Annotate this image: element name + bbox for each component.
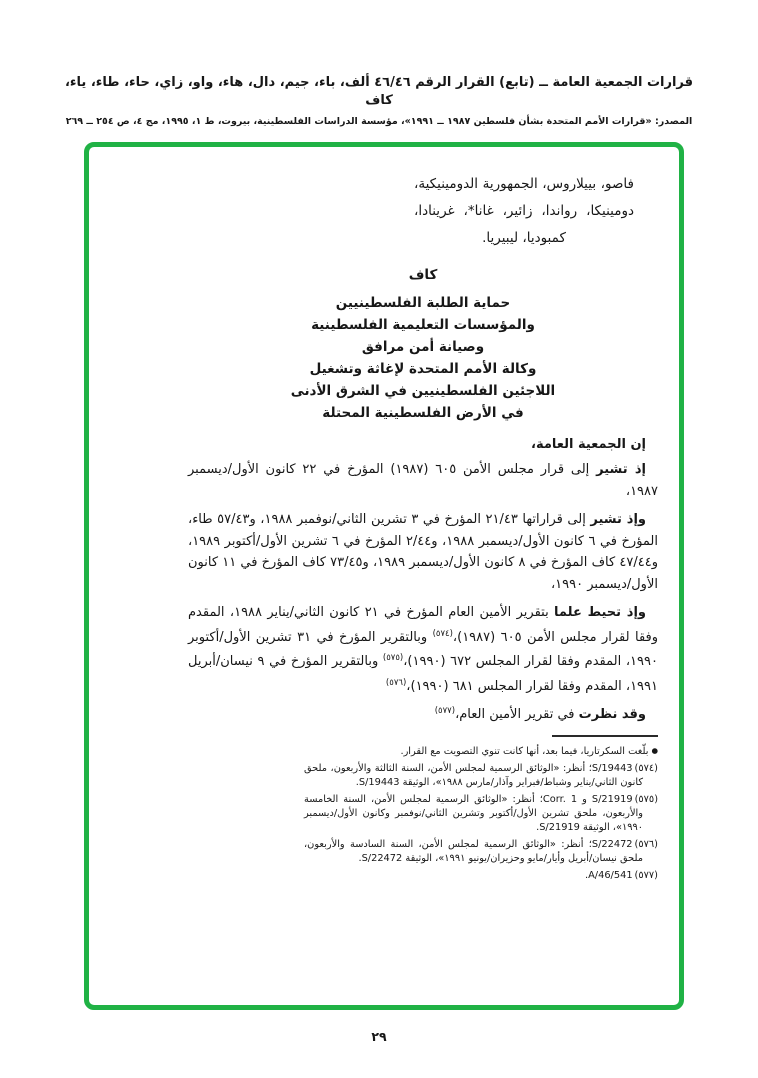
- section-letter: كاف: [408, 267, 438, 283]
- title-line: حماية الطلبة الفلسطينيين: [335, 295, 511, 311]
- footnote-ref-574: (٥٧٤): [432, 628, 453, 639]
- paragraph-lead: وقد نظرت: [578, 707, 646, 722]
- preamble-opening: إن الجمعية العامة،: [531, 437, 646, 452]
- footnote-text: بلّغت السكرتاريا، فيما بعد، أنها كانت تنوي التصويت مع القرار.: [400, 746, 649, 757]
- footnote-text: S/19443؛ أنظر: «الوثائق الرسمية لمجلس الأمن، السنة الثالثة والأربعون، ملحق كانون الثاني/يناير وشباط/فبراير وآذار/مارس ١٩٨٨»، الوثيقة S/19443.: [304, 763, 643, 788]
- title-line: اللاجئين الفلسطينيين في الشرق الأدنى: [290, 383, 556, 399]
- footnote-separator: [552, 735, 658, 737]
- countries-continuation: فاصو، بييلاروس، الجمهورية الدومينيكية، دومينيكا، رواندا، زائير، غانا*، غرينادا، كمبوديا، ليبيريا.: [414, 176, 634, 246]
- closing-line: [188, 706, 658, 722]
- paragraph-lead: وإذ تحيط علما: [554, 605, 647, 620]
- footnote-574: [304, 762, 658, 790]
- footnote-577: [304, 869, 658, 883]
- resolution-title-block: [188, 292, 658, 424]
- page-number: ٢٩: [371, 1029, 387, 1044]
- bullet-icon: ●: [651, 746, 658, 755]
- header-resolution-title: قرارات الجمعية العامة ــ (تابع) القرار الرقم ٤٦/٤٦ ألف، باء، جيم، دال، هاء، واو، زاي، حاء، طاء، ياء، كاف: [64, 75, 694, 108]
- footnote-575: [304, 793, 658, 835]
- footnote-text: S/22472؛ أنظر: «الوثائق الرسمية لمجلس الأمن، السنة السادسة والأربعون، ملحق نيسان/أبريل وأيار/مايو وحزيران/يونيو ١٩٩١»، الوثيقة S/22472.: [304, 839, 643, 864]
- paragraph-lead: وإذ تشير: [590, 512, 647, 527]
- resolution-content: [89, 147, 679, 1005]
- page-header: [56, 74, 702, 128]
- title-line: في الأرض الفلسطينية المحتلة: [322, 405, 524, 421]
- footnote-ref-575: (٥٧٥): [382, 653, 404, 663]
- title-line: والمؤسسات التعليمية الفلسطينية: [311, 317, 535, 333]
- title-line: وصيانة أمن مرافق: [361, 339, 485, 355]
- resolution-box: [84, 142, 684, 1010]
- header-source-line: المصدر: «قرارات الأمم المتحدة بشأن فلسطين ١٩٨٧ ــ ١٩٩١»، مؤسسة الدراسات الفلسطينية، بيروت، ط ١، ١٩٩٥، مج ٤، ص ٢٥٤ ــ ٢٦٩: [65, 116, 693, 127]
- preamble-paragraph-2: [188, 509, 658, 595]
- preamble-paragraph-3: [188, 602, 658, 697]
- paragraph-text: إلى قراراتها ٢١/٤٣ المؤرخ في ٣ تشرين الثاني/نوفمبر ١٩٨٨، و٥٧/٤٣ طاء، المؤرخ في ٦ كانون الأول/ديسمبر ١٩٨٨، و٢/٤٤ المؤرخ في ٦ تشرين الأول/أكتوبر ١٩٨٩، و٤٧/٤٤ كاف المؤرخ في ٨ كانون الأول/ديسمبر ١٩٨٩، و٧٣/٤٥ كاف المؤرخ في ١١ كانون الأول/ديسمبر ١٩٩٠،: [188, 512, 658, 592]
- paragraph-text: بتقرير الأمين العام المؤرخ في ٢١ كانون الثاني/يناير ١٩٨٨، المقدم وفقا لقرار مجلس الأمن ٦٠٥ (١٩٨٧)،: [188, 605, 659, 645]
- preamble-paragraph-1: [188, 459, 658, 502]
- footnote-text: A/46/541.: [584, 870, 633, 881]
- footnote-label: (٥٧٦): [634, 839, 658, 850]
- footnote-text: S/21919 و Corr. 1؛ أنظر: «الوثائق الرسمية لمجلس الأمن، السنة الخامسة والأربعون، ملحق تشرين الأول/أكتوبر وتشرين الثاني/نوفمبر وكانون الأول/ديسمبر ١٩٩٠»، الوثيقة S/21919.: [304, 794, 643, 833]
- footnote-label: (٥٧٤): [634, 763, 658, 774]
- paragraph-text: في تقرير الأمين العام،: [455, 707, 575, 722]
- footnote-576: [304, 838, 658, 866]
- title-line: وكالة الأمم المتحدة لإغاثة وتشغيل: [309, 361, 537, 377]
- footnote-ref-577: (٥٧٧): [434, 706, 456, 716]
- paragraph-text: إلى قرار مجلس الأمن ٦٠٥ (١٩٨٧) المؤرخ في ٢٢ كانون الأول/ديسمبر ١٩٨٧،: [188, 462, 658, 499]
- footnote-label: (٥٧٧): [634, 870, 658, 881]
- footnote-label: (٥٧٥): [634, 794, 659, 805]
- footnote-star-note: [304, 744, 658, 759]
- paragraph-text: وبالتقرير المؤرخ في ٣١ تشرين الأول/أكتوبر ١٩٩٠، المقدم وفقا لقرار المجلس ٦٧٢ (١٩٩٠)،: [188, 629, 658, 669]
- paragraph-text: وبالتقرير المؤرخ في ٩ نيسان/أبريل ١٩٩١، المقدم وفقا لقرار المجلس ٦٨١ (١٩٩٠)،: [188, 654, 658, 694]
- footnote-ref-576: (٥٧٦): [385, 677, 407, 688]
- paragraph-lead: إذ تشير: [596, 462, 646, 477]
- footnotes-block: [304, 744, 658, 883]
